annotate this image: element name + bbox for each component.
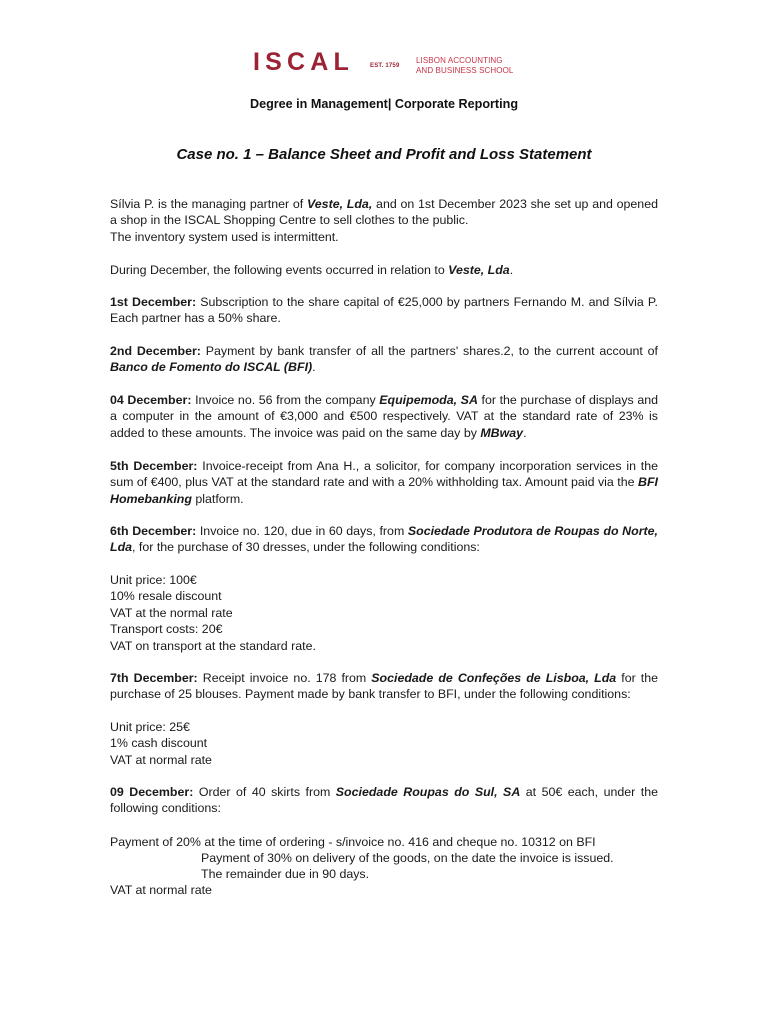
event-text: Payment by bank transfer of all the partners' shares.2, to the current account of: [200, 344, 658, 358]
event-date-label: 2nd December:: [110, 344, 201, 358]
inventory-system-note: The inventory system used is intermittent.: [110, 229, 339, 244]
event-dec-4: [110, 392, 658, 441]
event-text-end: .: [312, 360, 316, 375]
company-name: Veste, Lda: [448, 263, 510, 277]
intro-text-cont: and on 1st December 2023 she set up and opened a shop in the ISCAL Shopping Centre to sell clothes to the public.: [110, 197, 658, 228]
event-date-label: 5th December:: [110, 459, 198, 473]
bank-name: Banco de Fomento do ISCAL (BFI): [110, 360, 313, 375]
condition-line: Payment of 30% on delivery of the goods, on the date the invoice is issued.: [201, 851, 614, 865]
events-intro: [110, 262, 658, 278]
payment-platform: BFI Homebanking: [110, 475, 658, 506]
iscal-logo: ISCAL: [253, 48, 354, 76]
payment-method: MBway: [480, 425, 524, 440]
condition-line: 1% cash discount: [110, 736, 208, 751]
event-dec-2: [110, 343, 658, 376]
event-date-label: 1st December:: [110, 295, 197, 309]
event-text: Invoice-receipt from Ana H., a solicitor, for company incorporation services in the sum of €400, plus VAT at the standard rate and with a 20% withholding tax. Amount paid via the: [110, 459, 659, 490]
event-dec-7: [110, 670, 658, 703]
event-text-cont: at 50€ each, under the following conditions:: [110, 785, 658, 816]
event-text-end: .: [523, 425, 527, 440]
logo-established-year: EST. 1759: [370, 63, 400, 69]
supplier-name: Sociedade Roupas do Sul, SA: [335, 785, 521, 799]
condition-line: VAT on transport at the standard rate.: [110, 638, 316, 653]
intro-text: Sílvia P. is the managing partner of: [110, 197, 307, 211]
logo-tagline-line2: AND BUSINESS SCHOOL: [416, 65, 514, 75]
event-text: Receipt invoice no. 178 from: [197, 671, 372, 685]
event-text: Subscription to the share capital of €25,000 by partners Fernando M. and Sílvia P. Each partner has a 50% share.: [110, 295, 658, 326]
supplier-name: Sociedade Produtora de Roupas do Norte, Lda: [110, 524, 658, 555]
condition-line: VAT at normal rate: [110, 883, 212, 897]
event-text-cont: for the purchase of 25 blouses. Payment made by bank transfer to BFI, under the following conditions:: [110, 671, 658, 702]
event-date-label: 6th December:: [110, 524, 197, 538]
event-date-label: 04 December:: [110, 393, 192, 407]
event-text-cont: , for the purchase of 30 dresses, under the following conditions:: [132, 540, 480, 555]
event-dec-6: [110, 523, 658, 556]
condition-line: Payment of 20% at the time of ordering - s/invoice no. 416 and cheque no. 10312 on BFI: [110, 835, 596, 849]
event-dec-1: [110, 294, 658, 327]
dec-7-conditions: [110, 719, 658, 768]
case-title: Case no. 1 – Balance Sheet and Profit and Loss Statement: [176, 146, 592, 163]
event-dec-5: [110, 458, 658, 507]
condition-line: VAT at the normal rate: [110, 605, 233, 620]
condition-line: Unit price: 100€: [110, 573, 197, 587]
condition-line: The remainder due in 90 days.: [201, 867, 370, 881]
condition-line: VAT at normal rate: [110, 752, 212, 767]
supplier-name: Equipemoda, SA: [379, 393, 478, 407]
supplier-name: Sociedade de Confeções de Lisboa, Lda: [371, 671, 617, 685]
events-intro-text: During December, the following events occurred in relation to: [110, 263, 449, 277]
event-text-end: platform.: [191, 491, 244, 506]
logo-tagline-line1: LISBON ACCOUNTING: [416, 56, 503, 65]
event-text: Invoice no. 120, due in 60 days, from: [196, 524, 408, 538]
condition-line: 10% resale discount: [110, 589, 222, 604]
dec-6-conditions: [110, 572, 658, 654]
event-date-label: 09 December:: [110, 785, 194, 799]
events-intro-end: .: [509, 263, 514, 277]
event-text: Invoice no. 56 from the company: [191, 393, 380, 407]
company-name: Veste, Lda,: [306, 197, 373, 211]
event-text-cont: for the purchase of displays and a computer in the amount of €3,000 and €500 respectively. VAT at the standard rate of 23% is added to these amounts. The invoice was paid on the same day by: [110, 393, 658, 440]
degree-heading: Degree in Management| Corporate Reporting: [249, 97, 519, 111]
intro-paragraph: [110, 196, 658, 245]
event-text: Order of 40 skirts from: [193, 785, 336, 799]
condition-line: Transport costs: 20€: [110, 622, 223, 637]
logo-tagline: [416, 56, 513, 75]
event-date-label: 7th December:: [110, 671, 198, 685]
condition-line: Unit price: 25€: [110, 720, 190, 734]
event-dec-9: [110, 784, 658, 817]
